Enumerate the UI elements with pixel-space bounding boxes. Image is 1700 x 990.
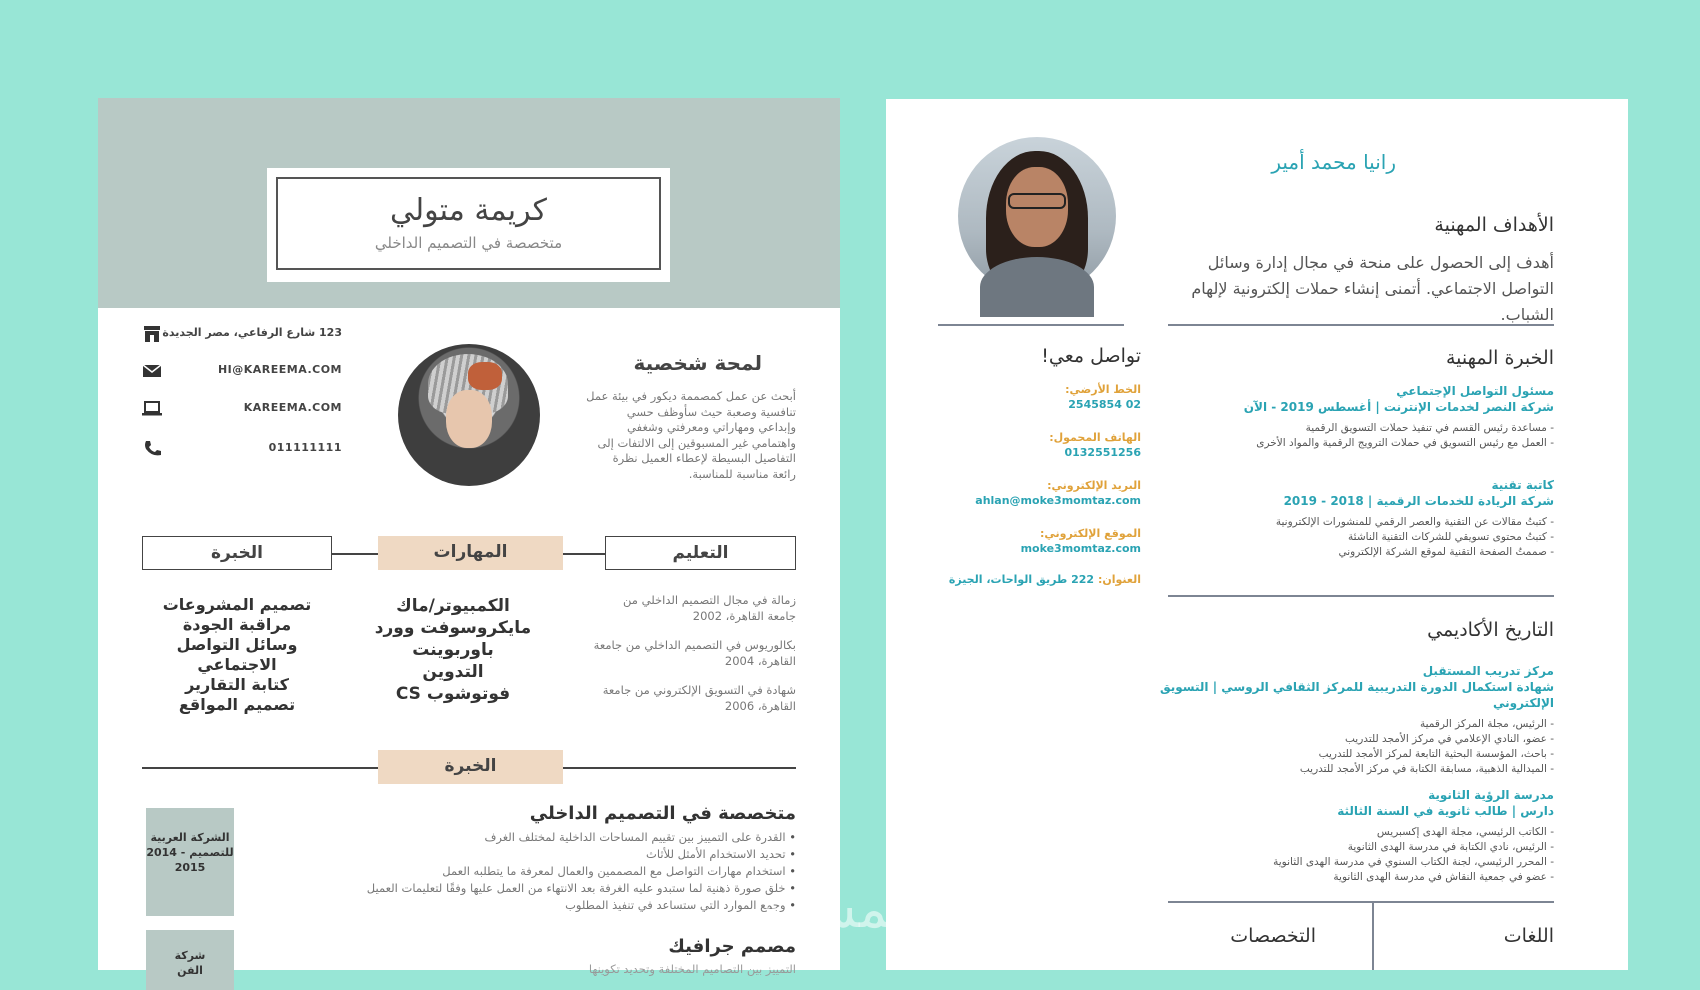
objectives-title: الأهداف المهنية	[1434, 214, 1554, 236]
resume-name: رانيا محمد أمير	[1271, 150, 1396, 174]
job-point: التمييز بين التصاميم المختلفة وتحديد تكوينها	[588, 962, 796, 976]
divider	[1168, 901, 1554, 903]
contact-email	[142, 360, 342, 382]
contact-title: تواصل معي!	[1041, 345, 1141, 367]
list-item: • استخدام مهارات التواصل مع المصممين والعمال لمعرفة ما يتطلبه العمل	[276, 863, 796, 880]
contact-address-text: 123 شارع الرفاعي، مصر الجديدة	[162, 326, 342, 339]
contact-mobile	[946, 430, 1141, 460]
item-points	[1154, 515, 1554, 560]
academic-title: التاريخ الأكاديمي	[1427, 619, 1554, 641]
item-company: شركة الريادة للخدمات الرقمية | 2018 - 2019	[1283, 494, 1554, 508]
divider-vertical	[1372, 901, 1374, 970]
contact-phone-text: 011111111	[268, 441, 342, 454]
contact-website	[142, 398, 342, 420]
contact-phone	[142, 438, 342, 460]
photo-headband	[468, 362, 502, 390]
resume-right	[886, 99, 1628, 970]
name-box	[267, 168, 670, 282]
list-item: - عضو، النادي الإعلامي في مركز الأمجد للتدريب	[1124, 732, 1554, 747]
list-item: - المحرر الرئيسي، لجنة الكتاب السنوي في مدرسة الهدى الثانوية	[1154, 855, 1554, 870]
contact-label: البريد الإلكتروني:	[1047, 479, 1141, 492]
company-name-line2: الفن	[177, 964, 203, 977]
item-points	[1124, 717, 1554, 777]
list-item: - مساعدة رئيس القسم في تنفيذ حملات التسويق الرقمية	[1154, 421, 1554, 436]
divider	[1168, 324, 1554, 326]
resume-job-title: متخصصة في التصميم الداخلي	[374, 234, 563, 252]
list-item: كتابة التقارير	[185, 675, 289, 694]
section-skills: المهارات	[378, 536, 563, 570]
item-company: دارس | طالب ثانوية في السنة الثالثة	[1337, 804, 1554, 818]
list-item: زمالة في مجال التصميم الداخلي من جامعة القاهرة، 2002	[623, 593, 796, 623]
list-item: مراقبة الجودة	[182, 615, 292, 634]
contact-address	[142, 323, 342, 345]
contact-value: ahlan@moke3momtaz.com	[975, 494, 1141, 507]
item-role: مدرسة الرؤية الثانوية	[1428, 788, 1554, 802]
list-item: الكمبيوتر/ماك	[396, 596, 510, 616]
contact-landline	[946, 382, 1141, 412]
contact-address	[946, 573, 1141, 586]
experience-title: الخبرة المهنية	[1445, 347, 1554, 369]
job-title: متخصصة في التصميم الداخلي	[529, 803, 796, 824]
specialties-title: التخصصات	[1230, 925, 1316, 947]
objectives-text: أهدف إلى الحصول على منحة في مجال إدارة وسائل التواصل الاجتماعي. أتمنى إنشاء حملات إلكترونية لإلهام الشباب.	[1191, 253, 1554, 324]
contact-email	[946, 478, 1141, 508]
company-name: شركة	[174, 949, 206, 962]
list-item: فوتوشوب CS	[395, 684, 511, 704]
photo-face	[446, 390, 492, 448]
watermark-logo: خمسات	[748, 880, 922, 940]
company-box: الشركة العربية للتصميم - 2014 2015	[146, 808, 234, 916]
academic-item	[1154, 787, 1554, 885]
item-company: شهادة استكمال الدورة التدريبية للمركز الثقافي الروسي | التسويق الإلكتروني	[1159, 680, 1554, 710]
contact-label: الهاتف المحمول:	[1049, 431, 1141, 444]
summary-text: أبحث عن عمل كمصممة ديكور في بيئة عمل تنافسية وصعبة حيث سأوظف حسي وإبداعي ومهاراتي ومعرفتي وشغفي واهتمامي غير المسبوقين إلى الالتفات إلى التفاصيل البسيطة لإعطاء العميل نظرة رائعة مناسبة للمناسبة.	[586, 389, 796, 481]
photo-glasses	[1008, 193, 1066, 209]
profile-photo	[398, 344, 540, 486]
profile-photo	[958, 137, 1116, 295]
list-item: - عضو في جمعية النقاش في مدرسة الهدى الثانوية	[1154, 870, 1554, 885]
list-item: - باحث، المؤسسة البحثية التابعة لمركز الأمجد للتدريب	[1124, 747, 1554, 762]
item-role: مركز تدريب المستقبل	[1422, 664, 1554, 678]
experience-list	[142, 595, 332, 715]
list-item: التدوين	[422, 662, 484, 682]
contact-website-text: KAREEMA.COM	[243, 401, 342, 414]
contact-email-text: HI@KAREEMA.COM	[217, 363, 342, 376]
phone-icon	[142, 440, 162, 458]
list-item: - الكاتب الرئيسي، مجلة الهدى إكسبريس	[1154, 825, 1554, 840]
list-item: - صممتُ الصفحة التقنية لموقع الشركة الإلكتروني	[1154, 545, 1554, 560]
item-points	[1154, 421, 1554, 451]
experience-item	[1154, 477, 1554, 560]
divider	[938, 324, 1124, 326]
list-item: - كتبتُ مقالات عن التقنية والعصر الرقمي للمنشورات الإلكترونية	[1154, 515, 1554, 530]
list-item: الاجتماعي	[197, 655, 277, 674]
item-company: شركة النصر لخدمات الإنترنت | أغسطس 2019 - الآن	[1243, 400, 1554, 414]
contact-label: الموقع الإلكتروني:	[1039, 527, 1141, 540]
contact-label: الخط الأرضي:	[1065, 383, 1141, 396]
item-points	[1154, 825, 1554, 885]
resume-header	[98, 98, 840, 308]
list-item: باوربوينت	[412, 640, 494, 660]
list-item: تصميم المواقع	[178, 695, 296, 714]
list-item: وسائل التواصل	[176, 635, 298, 654]
photo-shirt	[980, 257, 1094, 317]
section-experience: الخبرة	[142, 536, 332, 570]
contact-label: العنوان:	[1097, 573, 1141, 586]
name-frame	[276, 177, 661, 270]
languages-title: اللغات	[1503, 925, 1554, 947]
list-item: تصميم المشروعات	[162, 595, 312, 614]
list-item: - كتبتُ محتوى تسويقي للشركات التقنية الناشئة	[1154, 530, 1554, 545]
divider	[1168, 595, 1554, 597]
list-item: • القدرة على التمييز بين تقييم المساحات الداخلية لمختلف الغرف	[276, 829, 796, 846]
academic-item	[1124, 663, 1554, 777]
skills-list	[368, 595, 538, 705]
list-item: • وجمع الموارد التي ستساعد في تنفيذ المطلوب	[276, 897, 796, 914]
job-points	[276, 829, 796, 914]
item-role: كاتبة تقنية	[1491, 478, 1554, 492]
list-item: - الرئيس، نادي الكتابة في مدرسة الهدى الثانوية	[1154, 840, 1554, 855]
summary-title: لمحة شخصية	[633, 351, 762, 375]
education-list	[591, 592, 796, 727]
list-item: • تحديد الاستخدام الأمثل للأثاث	[276, 846, 796, 863]
contact-value: 222 طريق الواحات، الجيزة	[948, 573, 1095, 586]
job-title: مصمم جرافيك	[668, 936, 796, 957]
experience-item	[1154, 383, 1554, 451]
list-item: شهادة في التسويق الإلكتروني من جامعة القاهرة، 2006	[602, 683, 796, 713]
section-experience-2: الخبرة	[378, 750, 563, 784]
laptop-icon	[142, 400, 162, 418]
list-item: - الرئيس، مجلة المركز الرقمية	[1124, 717, 1554, 732]
store-icon	[142, 325, 162, 343]
company-box	[146, 930, 234, 990]
resume-left	[98, 98, 840, 977]
list-item: • خلق صورة ذهنية لما ستبدو عليه الغرفة بعد الانتهاء من العمل عليها وفقًا لتعليمات العميل	[276, 880, 796, 897]
list-item: - العمل مع رئيس التسويق في حملات الترويج الرقمية والمواد الأخرى	[1154, 436, 1554, 451]
item-role: مسئول التواصل الإجتماعي	[1396, 384, 1554, 398]
list-item: - الميدالية الذهبية، مسابقة الكتابة في مركز الأمجد للتدريب	[1124, 762, 1554, 777]
list-item: بكالوريوس في التصميم الداخلي من جامعة القاهرة، 2004	[593, 638, 796, 668]
contact-website	[946, 526, 1141, 556]
contact-value: 0132551256	[1064, 446, 1141, 459]
section-education: التعليم	[605, 536, 796, 570]
envelope-icon	[142, 362, 162, 380]
contact-value: moke3momtaz.com	[1020, 542, 1141, 555]
contact-value: 02 2545854	[1068, 398, 1141, 411]
resume-name: كريمة متولي	[390, 193, 547, 228]
list-item: مايكروسوفت وورد	[374, 618, 532, 638]
